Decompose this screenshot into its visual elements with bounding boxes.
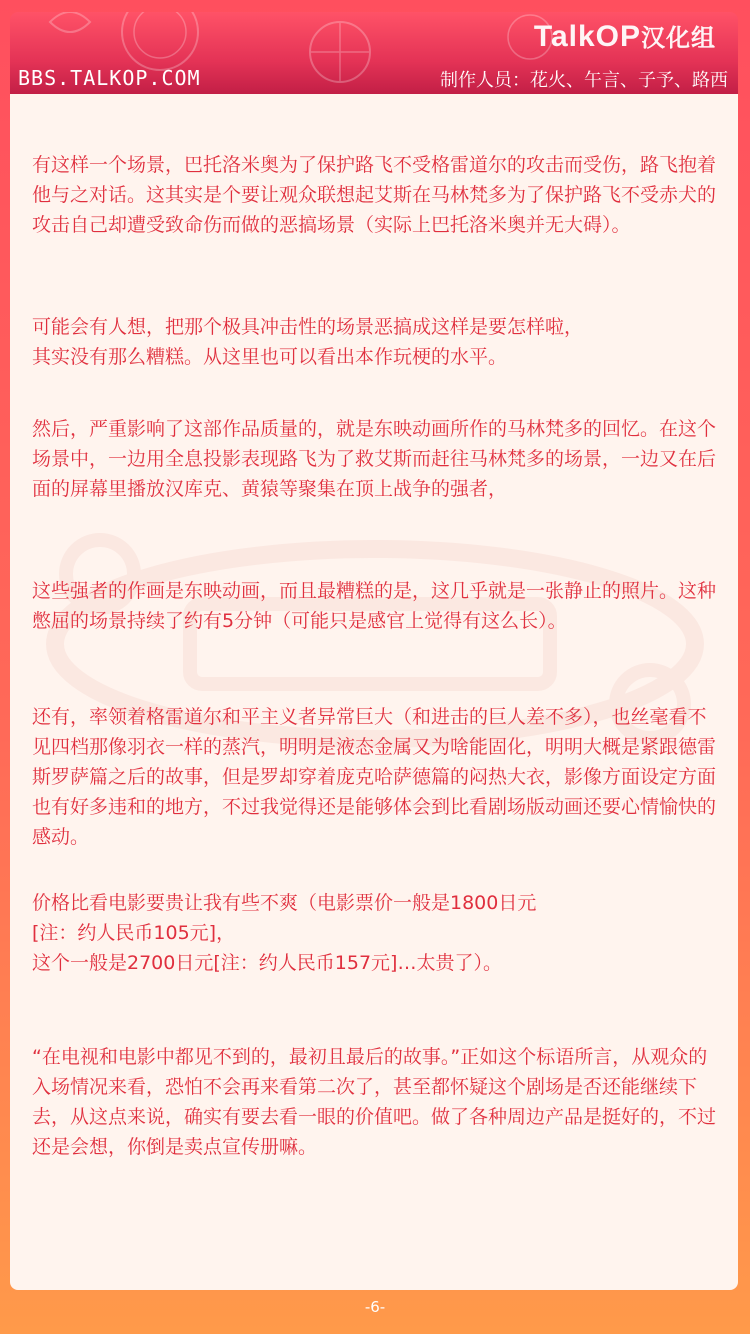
paragraph-3: 然后，严重影响了这部作品质量的，就是东映动画所作的马林梵多的回忆。在这个场景中，一边用全息投影表现路飞为了救艾斯而赶往马林梵多的场景，一边又在后面的屏幕里播放汉库克、黄猿等聚集在顶上战争的强者， [32, 418, 717, 500]
site-url: BBS.TALKOP.COM [18, 66, 201, 90]
paragraph-7: “在电视和电影中都见不到的，最初且最后的故事。”正如这个标语所言，从观众的入场情况来看，恐怕不会再来看第二次了，甚至都怀疑这个剧场是否还能继续下去，从这点来说，确实有要去看一眼的价值吧。做了各种周边产品是挺好的，不过还是会想，你倒是卖点宣传册嘛。 [32, 1046, 717, 1158]
page-number: -6- [364, 1298, 386, 1316]
paragraph-2: 可能会有人想，把那个极具冲击性的场景恶搞成这样是要怎样啦， 其实没有那么糟糕。从这里也可以看出本作玩梗的水平。 [32, 316, 584, 368]
talkop-logo: TalkOP汉化组 [533, 20, 716, 53]
paragraph-6: 价格比看电影要贵让我有些不爽（电影票价一般是1800日元 [注：约人民币105元]， 这个一般是2700日元[注：约人民币157元]…太贵了）。 [32, 892, 537, 974]
paragraph-4: 这些强者的作画是东映动画，而且最糟糕的是，这几乎就是一张静止的照片。这种憋屈的场景持续了约有5分钟（可能只是感官上觉得有这么长）。 [32, 580, 717, 632]
paragraph-5: 还有，率领着格雷道尔和平主义者异常巨大（和进击的巨人差不多），也丝毫看不见四档那像羽衣一样的蒸汽，明明是液态金属又为啥能固化，明明大概是紧跟德雷斯罗萨篇之后的故事，但是罗却穿着庞克哈萨德篇的闷热大衣，影像方面设定方面也有好多违和的地方，不过我觉得还是能够体会到比看剧场版动画还要心情愉快的感动。 [32, 706, 717, 848]
header-banner [10, 12, 738, 94]
credits-text: 制作人员：花火、午言、子予、路西 [440, 70, 728, 91]
paragraph-1: 有这样一个场景，巴托洛米奥为了保护路飞不受格雷道尔的攻击而受伤，路飞抱着他与之对话。这其实是个要让观众联想起艾斯在马林梵多为了保护路飞不受赤犬的攻击自己却遭受致命伤而做的恶搞场景（实际上巴托洛米奥并无大碍）。 [32, 154, 717, 236]
content-card [10, 94, 738, 1290]
